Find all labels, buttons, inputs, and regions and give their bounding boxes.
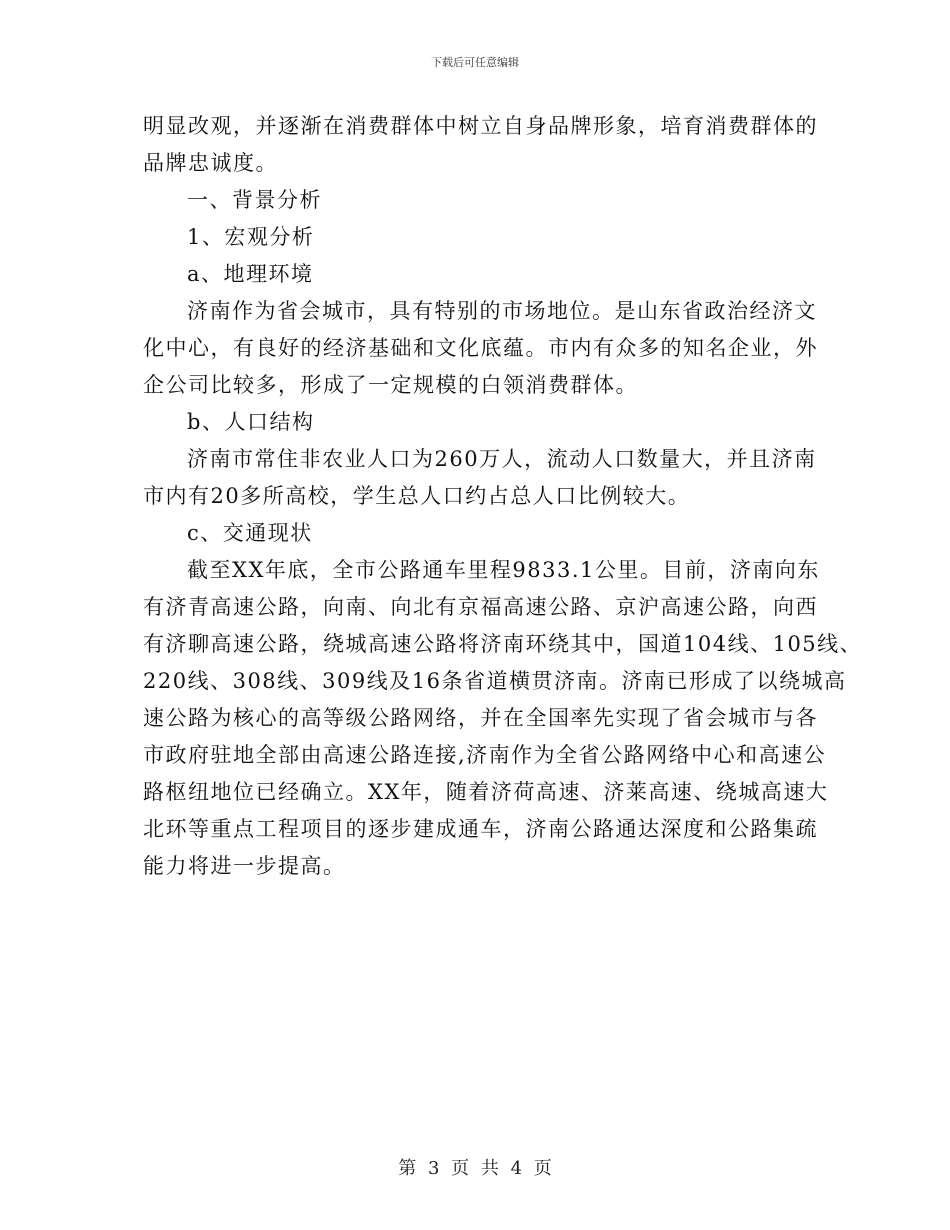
text-line: a、地理环境 — [187, 262, 314, 286]
text-line: 市政府驻地全部由高速公路连接,济南作为全省公路网络中心和高速公 — [143, 743, 827, 767]
text-line: 1、宏观分析 — [187, 225, 315, 249]
text-line: 明显改观，并逐渐在消费群体中树立自身品牌形象，培育消费群体的 — [143, 114, 818, 138]
text-line: 市内有20多所高校，学生总人口约占总人口比例较大。 — [143, 484, 691, 508]
text-line: 能力将进一步提高。 — [143, 854, 346, 878]
text-line: 一、背景分析 — [187, 188, 322, 212]
text-line: b、人口结构 — [187, 410, 315, 434]
text-line: 济南作为省会城市，具有特别的市场地位。是山东省政治经济文 — [187, 299, 817, 323]
text-line: 北环等重点工程项目的逐步建成通车，济南公路通达深度和公路集疏 — [143, 817, 818, 841]
text-line: 有济青高速公路，向南、向北有京福高速公路、京沪高速公路，向西 — [143, 595, 818, 619]
text-line: 济南市常住非农业人口为260万人，流动人口数量大，并且济南 — [187, 447, 817, 471]
text-line: 路枢纽地位已经确立。XX年，随着济荷高速、济莱高速、绕城高速大 — [143, 780, 829, 804]
document-body — [143, 108, 863, 885]
text-line: 220线、308线、309线及16条省道横贯济南。济南已形成了以绕城高 — [143, 669, 847, 693]
text-line: 品牌忠诚度。 — [143, 151, 278, 175]
text-line: 有济聊高速公路，绕城高速公路将济南环绕其中，国道104线、105线、 — [143, 632, 863, 656]
text-line: 截至XX年底，全市公路通车里程9833.1公里。目前，济南向东 — [187, 558, 820, 582]
page-footer: 第 3 页 共 4 页 — [398, 1158, 552, 1179]
text-line: 速公路为核心的高等级公路网络，并在全国率先实现了省会城市与各 — [143, 706, 818, 730]
text-line: 化中心，有良好的经济基础和文化底蕴。市内有众多的知名企业，外 — [143, 336, 818, 360]
page-header-note: 下载后可任意编辑 — [431, 56, 519, 69]
text-line: c、交通现状 — [187, 521, 313, 545]
text-line: 企公司比较多，形成了一定规模的白领消费群体。 — [143, 373, 638, 397]
